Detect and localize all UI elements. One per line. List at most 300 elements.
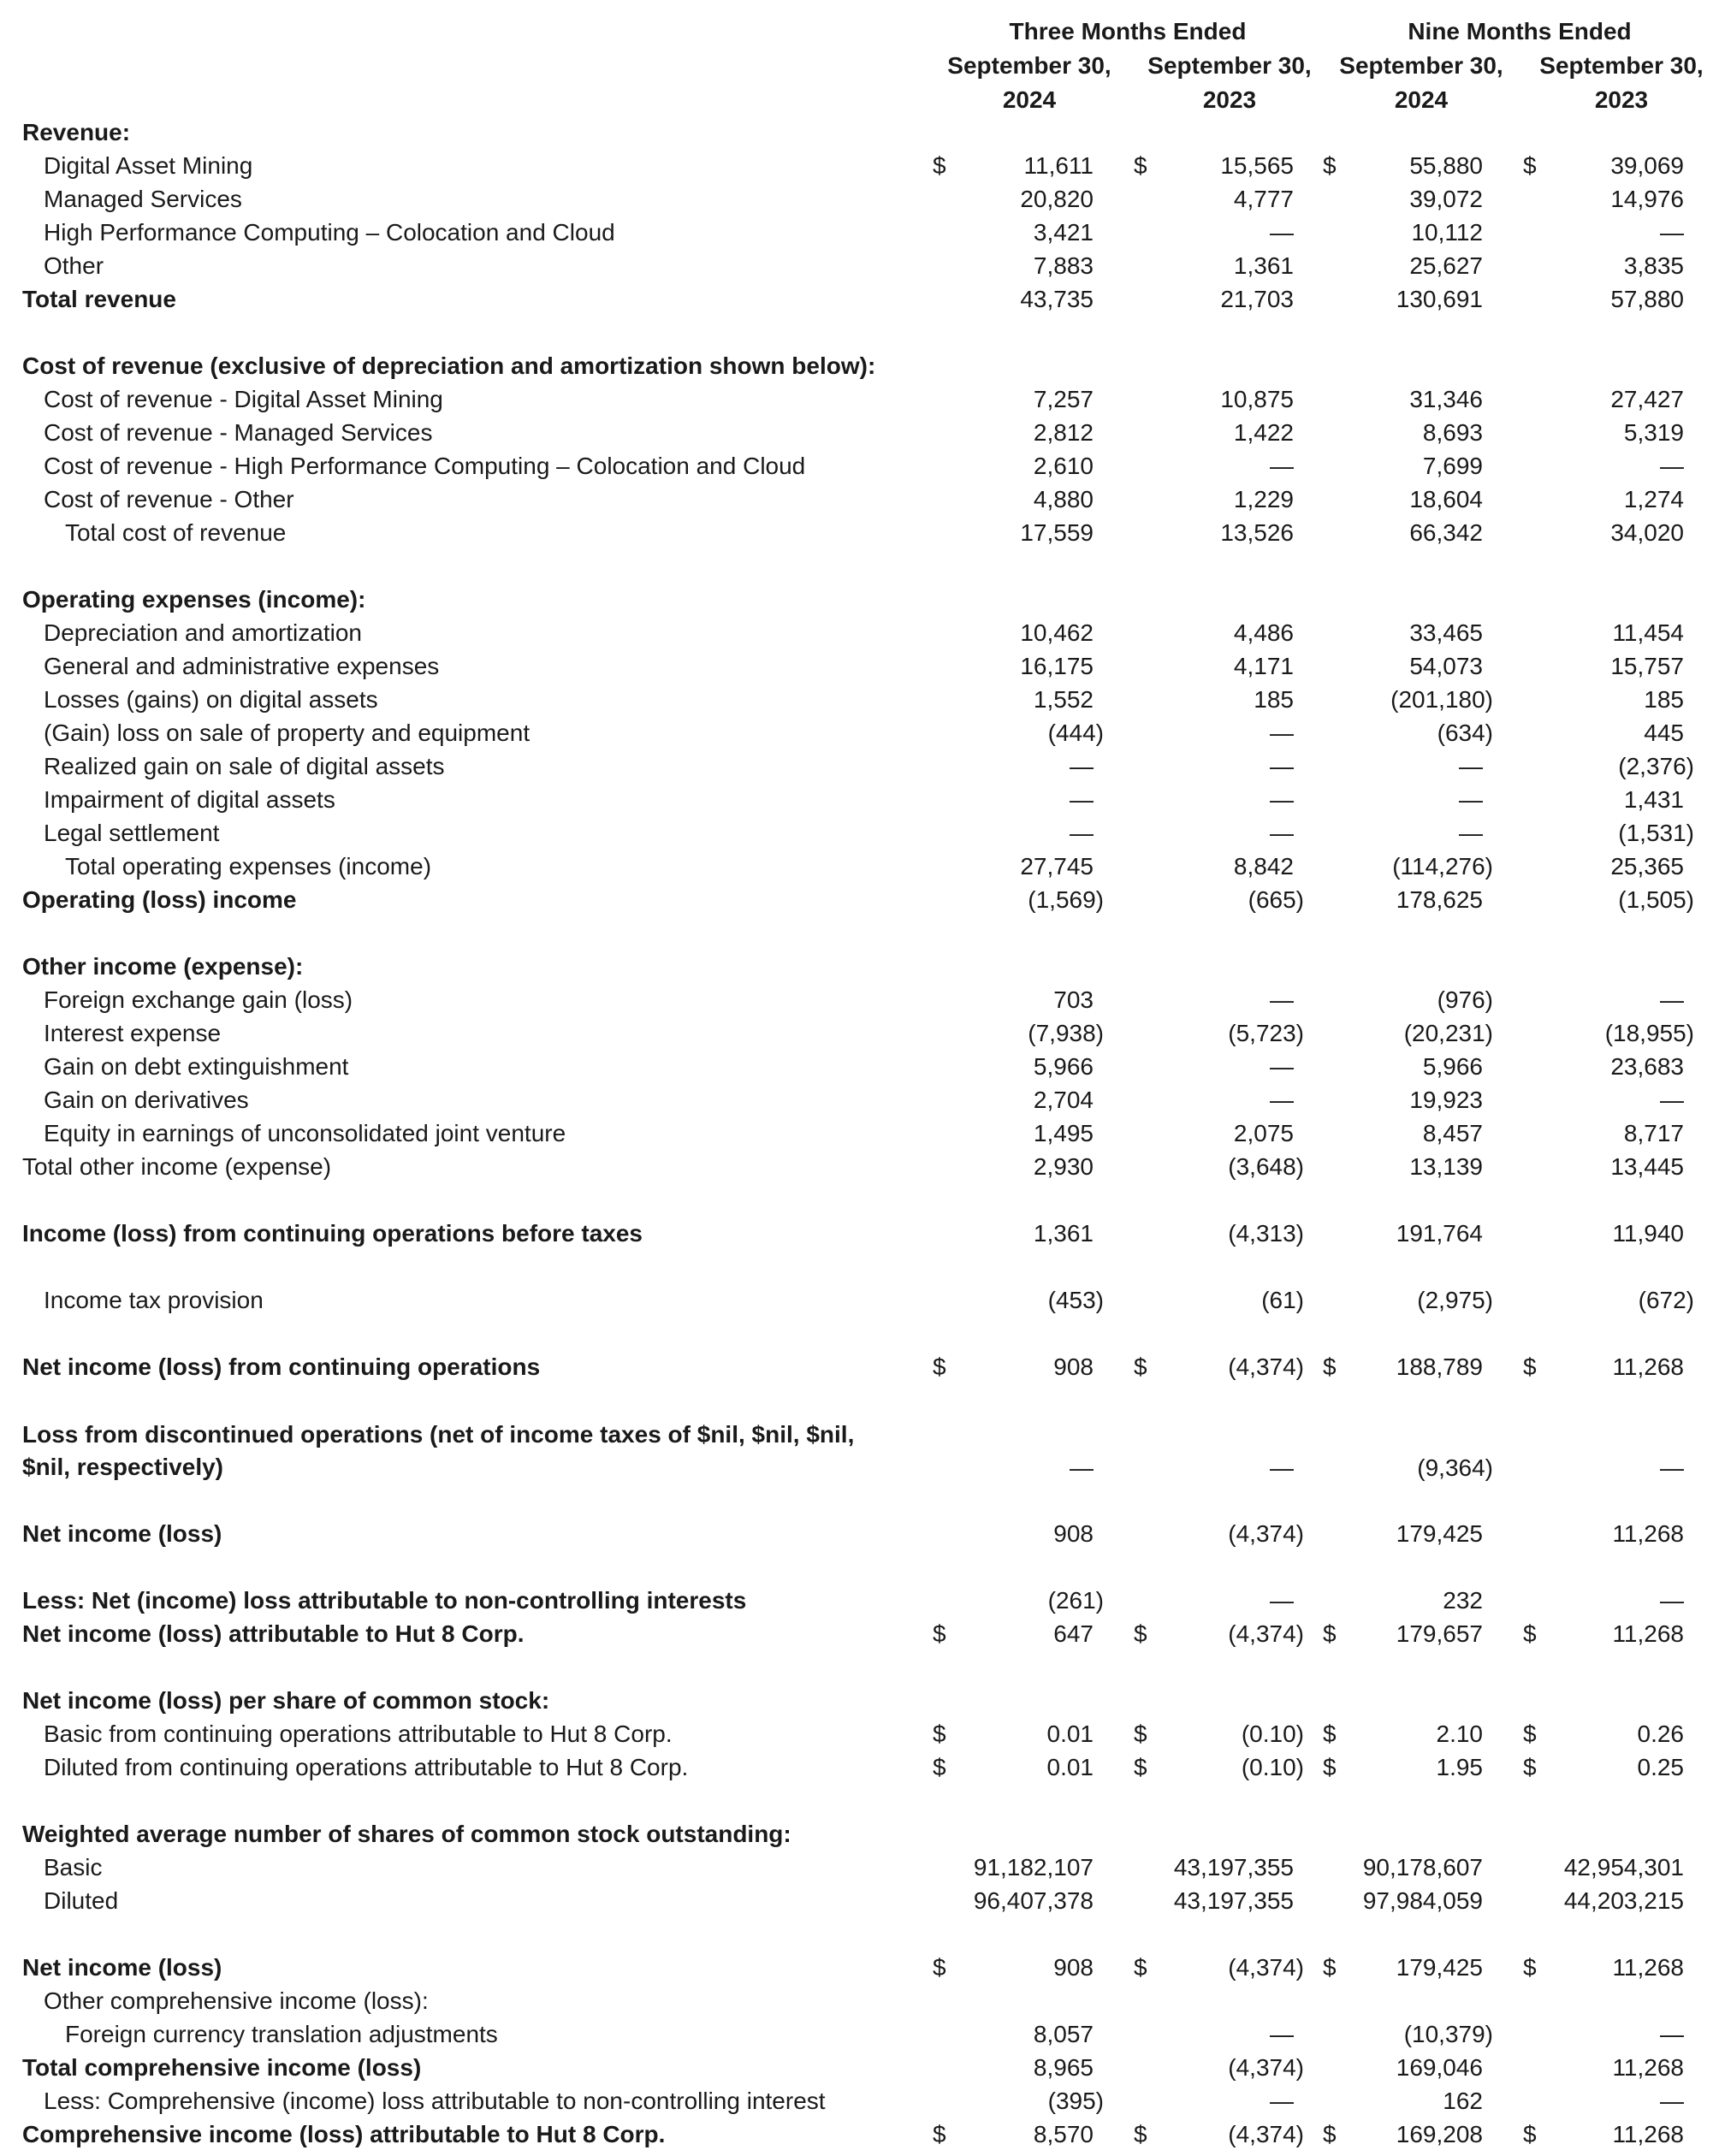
- row-label: General and administrative expenses: [44, 653, 440, 679]
- row-label: Cost of revenue (exclusive of depreciation and amortization shown below):: [22, 352, 876, 379]
- value-cell: 43,197,355: [1173, 1887, 1294, 1914]
- value-cell: 15,757: [1610, 653, 1684, 679]
- table-row: [0, 649, 1713, 684]
- value-cell: 5,319: [1623, 419, 1684, 446]
- column-header-year: 2024: [1002, 86, 1057, 113]
- value-cell: —: [1270, 986, 1294, 1013]
- currency-symbol: $: [1323, 2121, 1337, 2147]
- value-cell: 16,175: [1020, 653, 1094, 679]
- table-row: [0, 1717, 1713, 1751]
- value-cell: 66,342: [1409, 519, 1483, 546]
- value-cell: 169,046: [1396, 2054, 1483, 2081]
- table-row: [0, 1617, 1713, 1651]
- row-label: Depreciation and amortization: [44, 619, 362, 646]
- value-cell: 1,361: [1033, 1220, 1094, 1247]
- value-cell: 10,112: [1411, 219, 1483, 246]
- value-cell: 25,627: [1409, 252, 1483, 279]
- value-cell: 10,462: [1020, 619, 1094, 646]
- value-cell: (7,938): [1028, 1020, 1104, 1046]
- table-row: [0, 416, 1713, 450]
- value-cell: 90,178,607: [1362, 1854, 1483, 1881]
- value-cell: 17,559: [1020, 519, 1094, 546]
- value-cell: 5,966: [1422, 1053, 1483, 1080]
- currency-symbol: $: [1323, 1954, 1337, 1981]
- value-cell: (5,723): [1228, 1020, 1304, 1046]
- value-cell: —: [1660, 986, 1684, 1013]
- value-cell: —: [1459, 786, 1483, 813]
- value-cell: (634): [1437, 720, 1493, 746]
- row-label: Cost of revenue - Other: [44, 486, 294, 512]
- value-cell: (4,374): [1228, 1954, 1304, 1981]
- value-cell: 908: [1053, 1520, 1094, 1547]
- value-cell: 7,257: [1033, 386, 1094, 412]
- currency-symbol: $: [1134, 152, 1147, 179]
- value-cell: 25,365: [1610, 853, 1684, 880]
- column-header-q3-2023: [1131, 49, 1328, 117]
- row-label: High Performance Computing – Colocation and Cloud: [44, 219, 615, 246]
- currency-symbol: $: [1323, 1353, 1337, 1380]
- table-row: [0, 1350, 1713, 1384]
- table-row: [0, 1517, 1713, 1551]
- value-cell: 232: [1443, 1587, 1483, 1614]
- column-header-date: September 30,: [1147, 52, 1312, 79]
- row-label: Loss from discontinued operations (net of income taxes of $nil, $nil, $nil, $nil, respectively): [22, 1421, 855, 1480]
- row-label: Managed Services: [44, 186, 242, 212]
- currency-symbol: $: [1523, 2121, 1537, 2147]
- row-label: Less: Comprehensive (income) loss attributable to non-controlling interest: [44, 2088, 826, 2114]
- value-cell: 44,203,215: [1563, 1887, 1684, 1914]
- table-row: [0, 516, 1713, 550]
- row-label: Equity in earnings of unconsolidated joint venture: [44, 1120, 566, 1146]
- value-cell: (444): [1047, 720, 1104, 746]
- currency-symbol: $: [933, 152, 946, 179]
- value-cell: 188,789: [1396, 1353, 1483, 1380]
- table-row: [0, 2051, 1713, 2085]
- column-header-9m-2023: [1523, 49, 1713, 117]
- value-cell: 8,717: [1623, 1120, 1684, 1146]
- value-cell: —: [1660, 2021, 1684, 2047]
- value-cell: (1,531): [1618, 820, 1694, 846]
- value-cell: (4,374): [1228, 1353, 1304, 1380]
- row-label: Legal settlement: [44, 820, 220, 846]
- value-cell: (3,648): [1228, 1153, 1304, 1180]
- value-cell: 11,268: [1612, 1620, 1684, 1647]
- value-cell: 43,197,355: [1173, 1854, 1294, 1881]
- value-cell: —: [1459, 820, 1483, 846]
- column-header-year: 2023: [1594, 86, 1649, 113]
- currency-symbol: $: [1134, 1353, 1147, 1380]
- table-row: [0, 1584, 1713, 1618]
- value-cell: 10,875: [1220, 386, 1294, 412]
- currency-symbol: $: [933, 1754, 946, 1780]
- row-label: Other: [44, 252, 104, 279]
- value-cell: 0.25: [1637, 1754, 1684, 1780]
- value-cell: 1,422: [1233, 419, 1294, 446]
- currency-symbol: $: [1323, 1721, 1337, 1747]
- value-cell: 97,984,059: [1362, 1887, 1483, 1914]
- value-cell: 1.95: [1436, 1754, 1483, 1780]
- currency-symbol: $: [933, 1353, 946, 1380]
- value-cell: —: [1070, 820, 1094, 846]
- row-label: Other comprehensive income (loss):: [44, 1987, 429, 2014]
- value-cell: —: [1660, 2088, 1684, 2114]
- period-header-three-months: Three Months Ended: [1009, 18, 1247, 44]
- value-cell: 96,407,378: [973, 1887, 1094, 1914]
- row-label: Comprehensive income (loss) attributable to Hut 8 Corp.: [22, 2121, 666, 2147]
- value-cell: 2,610: [1033, 453, 1094, 479]
- currency-symbol: $: [1323, 1754, 1337, 1780]
- table-row: [0, 1050, 1713, 1084]
- value-cell: (4,313): [1228, 1220, 1304, 1247]
- value-cell: —: [1270, 453, 1294, 479]
- currency-symbol: $: [933, 1954, 946, 1981]
- period-header-nine-months: Nine Months Ended: [1408, 18, 1632, 44]
- value-cell: 8,842: [1233, 853, 1294, 880]
- value-cell: (395): [1047, 2088, 1104, 2114]
- table-row: [0, 216, 1713, 250]
- currency-symbol: $: [1134, 1721, 1147, 1747]
- value-cell: 5,966: [1033, 1053, 1094, 1080]
- value-cell: 11,611: [1023, 152, 1094, 179]
- table-row: [0, 349, 1713, 383]
- row-label: Digital Asset Mining: [44, 152, 253, 179]
- value-cell: (2,376): [1618, 753, 1694, 779]
- table-row: [0, 950, 1713, 984]
- value-cell: 908: [1053, 1954, 1094, 1981]
- value-cell: 55,880: [1409, 152, 1483, 179]
- row-label: Basic from continuing operations attributable to Hut 8 Corp.: [44, 1721, 673, 1747]
- currency-symbol: $: [933, 2121, 946, 2147]
- row-label: Revenue:: [22, 119, 131, 145]
- currency-symbol: $: [933, 1620, 946, 1647]
- currency-symbol: $: [1523, 1954, 1537, 1981]
- table-row: [0, 1417, 1713, 1485]
- value-cell: 445: [1644, 720, 1684, 746]
- value-cell: 4,880: [1033, 486, 1094, 512]
- value-cell: 1,431: [1623, 786, 1684, 813]
- value-cell: (10,379): [1403, 2021, 1493, 2047]
- row-label: Gain on derivatives: [44, 1087, 249, 1113]
- row-label: Cost of revenue - Managed Services: [44, 419, 433, 446]
- row-label: Less: Net (income) loss attributable to non-controlling interests: [22, 1587, 747, 1614]
- value-cell: 908: [1053, 1353, 1094, 1380]
- value-cell: 2,812: [1033, 419, 1094, 446]
- value-cell: —: [1270, 1087, 1294, 1113]
- value-cell: 4,486: [1233, 619, 1294, 646]
- value-cell: 31,346: [1409, 386, 1483, 412]
- table-row: [0, 716, 1713, 750]
- value-cell: —: [1270, 2088, 1294, 2114]
- column-header-date: September 30,: [947, 52, 1111, 79]
- value-cell: (261): [1047, 1587, 1104, 1614]
- currency-symbol: $: [933, 1721, 946, 1747]
- table-row: [0, 616, 1713, 650]
- table-row: [0, 382, 1713, 417]
- value-cell: —: [1660, 1454, 1684, 1481]
- value-cell: —: [1270, 1053, 1294, 1080]
- value-cell: —: [1270, 1454, 1294, 1481]
- value-cell: (4,374): [1228, 2054, 1304, 2081]
- value-cell: —: [1270, 786, 1294, 813]
- value-cell: 43,735: [1020, 286, 1094, 312]
- table-row: [0, 1217, 1713, 1251]
- table-row: [0, 850, 1713, 884]
- value-cell: 7,883: [1033, 252, 1094, 279]
- value-cell: 39,069: [1610, 152, 1684, 179]
- value-cell: —: [1070, 786, 1094, 813]
- value-cell: (0.10): [1241, 1721, 1304, 1747]
- table-row: [0, 1116, 1713, 1151]
- row-label: Cost of revenue - Digital Asset Mining: [44, 386, 443, 412]
- value-cell: 27,427: [1610, 386, 1684, 412]
- row-label: Net income (loss): [22, 1954, 222, 1981]
- value-cell: 1,229: [1233, 486, 1294, 512]
- row-label: Total cost of revenue: [65, 519, 287, 546]
- value-cell: 647: [1053, 1620, 1094, 1647]
- row-label: Net income (loss) attributable to Hut 8 Corp.: [22, 1620, 525, 1647]
- row-label: Total revenue: [22, 286, 176, 312]
- row-label: Cost of revenue - High Performance Computing – Colocation and Cloud: [44, 453, 806, 479]
- currency-symbol: $: [1523, 152, 1537, 179]
- value-cell: 13,139: [1409, 1153, 1483, 1180]
- table-row: [0, 282, 1713, 317]
- table-row: [0, 1851, 1713, 1885]
- value-cell: 179,425: [1396, 1520, 1483, 1547]
- table-row: [0, 1083, 1713, 1117]
- value-cell: —: [1270, 2021, 1294, 2047]
- value-cell: 8,457: [1422, 1120, 1483, 1146]
- value-cell: 1,552: [1033, 686, 1094, 713]
- table-row: [0, 1684, 1713, 1718]
- value-cell: 1,361: [1233, 252, 1294, 279]
- value-cell: 19,923: [1409, 1087, 1483, 1113]
- table-row: [0, 2118, 1713, 2152]
- table-row: [0, 1283, 1713, 1318]
- value-cell: 130,691: [1396, 286, 1483, 312]
- table-row: [0, 683, 1713, 717]
- table-row: [0, 1750, 1713, 1785]
- value-cell: 1,274: [1623, 486, 1684, 512]
- value-cell: (672): [1638, 1287, 1694, 1313]
- value-cell: 27,745: [1020, 853, 1094, 880]
- value-cell: 11,940: [1612, 1220, 1684, 1247]
- table-row: [0, 1016, 1713, 1051]
- value-cell: 191,764: [1396, 1220, 1483, 1247]
- table-row: [0, 749, 1713, 784]
- value-cell: 0.26: [1637, 1721, 1684, 1747]
- row-label: Total other income (expense): [22, 1153, 332, 1180]
- value-cell: —: [1660, 453, 1684, 479]
- value-cell: 11,268: [1612, 1954, 1684, 1981]
- row-label: Weighted average number of shares of common stock outstanding:: [22, 1821, 791, 1847]
- row-label: (Gain) loss on sale of property and equipment: [44, 720, 530, 746]
- value-cell: 42,954,301: [1563, 1854, 1684, 1881]
- value-cell: (18,955): [1604, 1020, 1694, 1046]
- value-cell: 2,075: [1233, 1120, 1294, 1146]
- value-cell: 21,703: [1220, 286, 1294, 312]
- row-label: Income tax provision: [44, 1287, 264, 1313]
- value-cell: 4,777: [1233, 186, 1294, 212]
- row-label: Total comprehensive income (loss): [22, 2054, 422, 2081]
- currency-symbol: $: [1323, 1620, 1337, 1647]
- table-row: [0, 1150, 1713, 1184]
- value-cell: —: [1270, 720, 1294, 746]
- currency-symbol: $: [1134, 1620, 1147, 1647]
- currency-symbol: $: [1134, 2121, 1147, 2147]
- row-label: Impairment of digital assets: [44, 786, 335, 813]
- column-header-date: September 30,: [1539, 52, 1704, 79]
- value-cell: 18,604: [1409, 486, 1483, 512]
- value-cell: 11,454: [1612, 619, 1684, 646]
- row-label: Net income (loss) from continuing operations: [22, 1353, 541, 1380]
- value-cell: —: [1270, 1587, 1294, 1614]
- table-row: [0, 816, 1713, 850]
- row-label: Operating expenses (income):: [22, 586, 366, 613]
- table-row: [0, 583, 1713, 617]
- column-header-date: September 30,: [1339, 52, 1503, 79]
- currency-symbol: $: [1134, 1954, 1147, 1981]
- value-cell: 34,020: [1610, 519, 1684, 546]
- row-label: Gain on debt extinguishment: [44, 1053, 349, 1080]
- table-row: [0, 1951, 1713, 1985]
- currency-symbol: $: [1523, 1721, 1537, 1747]
- value-cell: —: [1270, 219, 1294, 246]
- table-row: [0, 783, 1713, 817]
- value-cell: —: [1270, 753, 1294, 779]
- value-cell: —: [1459, 753, 1483, 779]
- column-header-year: 2023: [1202, 86, 1257, 113]
- value-cell: —: [1070, 753, 1094, 779]
- value-cell: 185: [1254, 686, 1294, 713]
- value-cell: 11,268: [1612, 2121, 1684, 2147]
- value-cell: (1,569): [1028, 886, 1104, 913]
- table-row: [0, 2084, 1713, 2118]
- currency-symbol: $: [1523, 1620, 1537, 1647]
- value-cell: (1,505): [1618, 886, 1694, 913]
- value-cell: 1,495: [1033, 1120, 1094, 1146]
- value-cell: (0.10): [1241, 1754, 1304, 1780]
- value-cell: 185: [1644, 686, 1684, 713]
- table-row: [0, 1817, 1713, 1851]
- row-label: Diluted: [44, 1887, 119, 1914]
- row-label: Foreign currency translation adjustments: [65, 2021, 498, 2047]
- row-label: Other income (expense):: [22, 953, 304, 980]
- row-label: Foreign exchange gain (loss): [44, 986, 353, 1013]
- value-cell: 91,182,107: [973, 1854, 1094, 1881]
- value-cell: (201,180): [1390, 686, 1493, 713]
- row-label: Basic: [44, 1854, 103, 1881]
- currency-symbol: $: [1134, 1754, 1147, 1780]
- value-cell: 3,835: [1623, 252, 1684, 279]
- value-cell: 11,268: [1612, 2054, 1684, 2081]
- value-cell: (9,364): [1417, 1454, 1493, 1481]
- column-header-year: 2024: [1394, 86, 1449, 113]
- value-cell: 169,208: [1396, 2121, 1483, 2147]
- currency-symbol: $: [1523, 1353, 1537, 1380]
- value-cell: —: [1070, 1454, 1094, 1481]
- row-label: Net income (loss) per share of common stock:: [22, 1687, 550, 1714]
- table-row: [0, 2017, 1713, 2052]
- value-cell: (665): [1248, 886, 1304, 913]
- value-cell: 8,693: [1422, 419, 1483, 446]
- value-cell: (61): [1261, 1287, 1304, 1313]
- value-cell: 2.10: [1436, 1721, 1483, 1747]
- value-cell: —: [1660, 1087, 1684, 1113]
- value-cell: (976): [1437, 986, 1493, 1013]
- value-cell: 8,570: [1033, 2121, 1094, 2147]
- table-row: [0, 149, 1713, 183]
- value-cell: —: [1270, 820, 1294, 846]
- value-cell: 2,930: [1033, 1153, 1094, 1180]
- value-cell: 33,465: [1409, 619, 1483, 646]
- value-cell: 0.01: [1046, 1721, 1094, 1747]
- row-label: Operating (loss) income: [22, 886, 297, 913]
- row-label: Interest expense: [44, 1020, 222, 1046]
- value-cell: 0.01: [1046, 1754, 1094, 1780]
- value-cell: (114,276): [1392, 853, 1493, 880]
- value-cell: 3,421: [1033, 219, 1094, 246]
- row-label: Total operating expenses (income): [65, 853, 432, 880]
- value-cell: 8,965: [1033, 2054, 1094, 2081]
- row-label: Diluted from continuing operations attributable to Hut 8 Corp.: [44, 1754, 689, 1780]
- column-header-q3-2024: [931, 49, 1128, 117]
- value-cell: (4,374): [1228, 1620, 1304, 1647]
- value-cell: 57,880: [1610, 286, 1684, 312]
- column-header-9m-2024: [1323, 49, 1520, 117]
- currency-symbol: $: [1323, 152, 1337, 179]
- row-label: Realized gain on sale of digital assets: [44, 753, 445, 779]
- table-row: [0, 249, 1713, 283]
- value-cell: 179,425: [1396, 1954, 1483, 1981]
- value-cell: —: [1660, 219, 1684, 246]
- value-cell: 4,171: [1233, 653, 1294, 679]
- value-cell: 8,057: [1033, 2021, 1094, 2047]
- value-cell: (453): [1047, 1287, 1104, 1313]
- value-cell: 39,072: [1409, 186, 1483, 212]
- value-cell: 703: [1053, 986, 1094, 1013]
- value-cell: 14,976: [1610, 186, 1684, 212]
- value-cell: (20,231): [1403, 1020, 1493, 1046]
- value-cell: 178,625: [1396, 886, 1483, 913]
- table-row: [0, 1884, 1713, 1918]
- value-cell: 11,268: [1612, 1520, 1684, 1547]
- value-cell: 179,657: [1396, 1620, 1483, 1647]
- value-cell: 54,073: [1409, 653, 1483, 679]
- value-cell: (2,975): [1417, 1287, 1493, 1313]
- value-cell: 11,268: [1612, 1353, 1684, 1380]
- value-cell: 13,526: [1220, 519, 1294, 546]
- table-row: [0, 883, 1713, 917]
- table-row: [0, 1984, 1713, 2018]
- value-cell: (4,374): [1228, 2121, 1304, 2147]
- table-row: [0, 116, 1713, 150]
- value-cell: 20,820: [1020, 186, 1094, 212]
- value-cell: 13,445: [1610, 1153, 1684, 1180]
- table-row: [0, 983, 1713, 1017]
- value-cell: 162: [1443, 2088, 1483, 2114]
- value-cell: —: [1660, 1587, 1684, 1614]
- row-label: Net income (loss): [22, 1520, 222, 1547]
- value-cell: 2,704: [1033, 1087, 1094, 1113]
- currency-symbol: $: [1523, 1754, 1537, 1780]
- row-label: Income (loss) from continuing operations before taxes: [22, 1220, 643, 1247]
- row-label: Losses (gains) on digital assets: [44, 686, 378, 713]
- value-cell: 7,699: [1422, 453, 1483, 479]
- value-cell: 15,565: [1220, 152, 1294, 179]
- value-cell: 23,683: [1610, 1053, 1684, 1080]
- table-row: [0, 182, 1713, 216]
- value-cell: (4,374): [1228, 1520, 1304, 1547]
